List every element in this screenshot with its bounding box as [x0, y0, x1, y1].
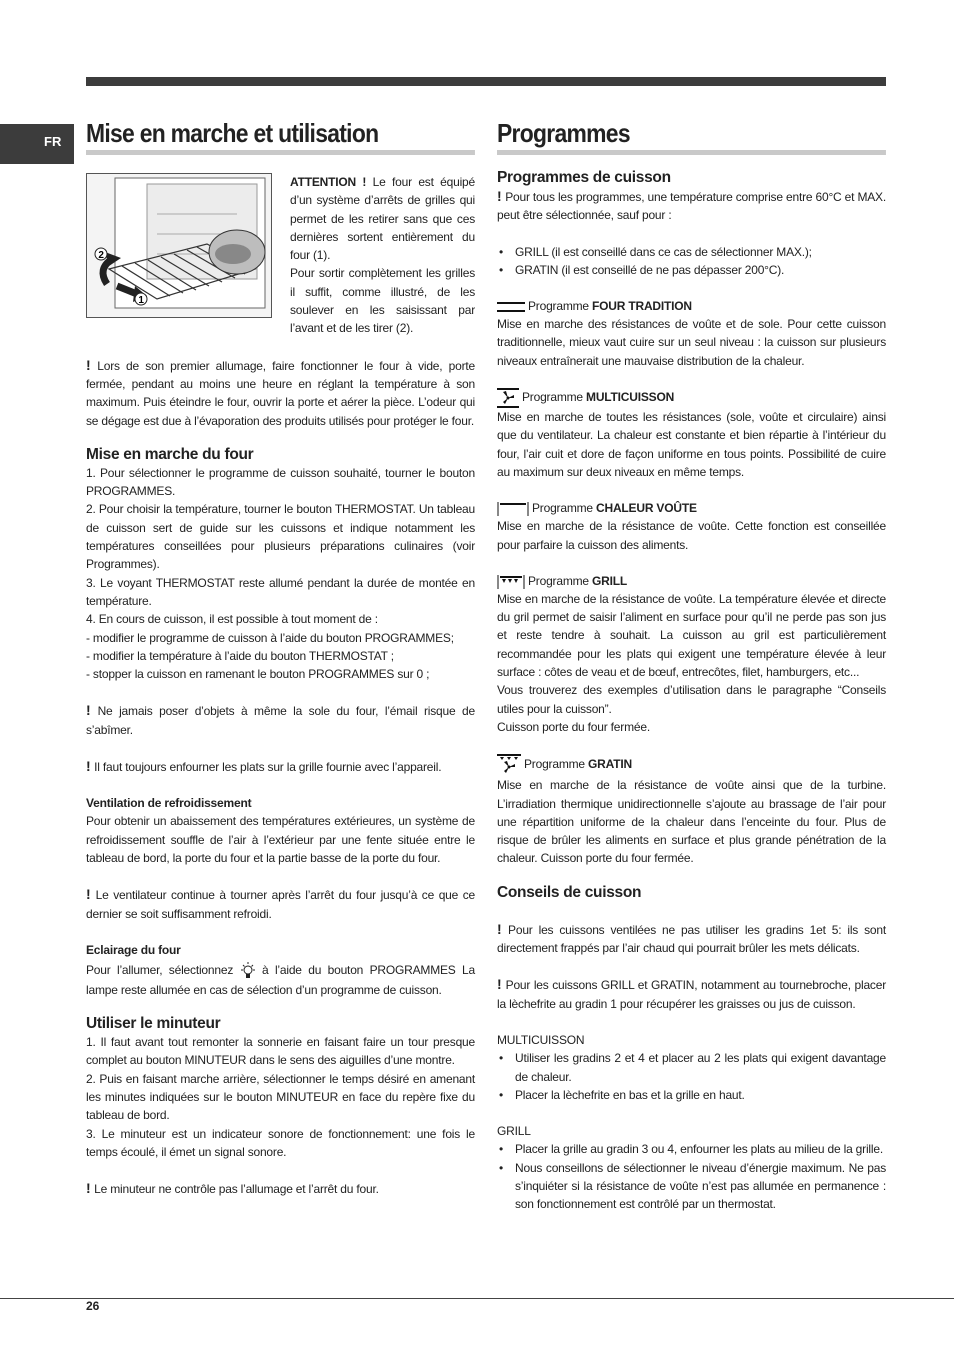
eclairage-title: Eclairage du four: [86, 942, 181, 957]
program-multicuisson: [497, 388, 886, 408]
conseils-note-2-text: Pour les cuissons GRILL et GRATIN, notamment au tournebroche, placer la lèchefrite au gradin 1 pour récupérer les graisses ou jus de cuisson.: [497, 978, 886, 1011]
oven-rack-illustration: [86, 173, 272, 318]
footer-rule: [0, 1298, 954, 1299]
note-first-use: ! Lors de son premier allumage, faire fonctionner le four à vide, porte fermée, pendant au moins une heure en réglant la température à son maximum. Puis éteindre le four, ouvrir la porte et aérer la pièce. L’odeur qui se dégage est due à l’évaporation des produits utilisés pour protéger le four.: [86, 356, 475, 428]
page-number: 26: [86, 1299, 100, 1313]
programme-word: Programme: [528, 573, 593, 588]
note-minuteur: ! Le minuteur ne contrôle pas l’allumage et l’arrêt du four.: [86, 1180, 379, 1197]
eclairage-text: [86, 961, 475, 999]
attention-block: [86, 173, 475, 338]
program-description: Vous trouverez des exemples d’utilisation dans le paragraphe “Conseils utiles pour la cuisson”.: [497, 683, 886, 716]
program-gratin: [497, 754, 886, 776]
attention-label: ATTENTION !: [290, 175, 367, 189]
list-item: • Placer la lèchefrite en bas et la grille en haut.: [497, 1086, 886, 1104]
program-name: CHALEUR VOÛTE: [596, 501, 697, 516]
eclairage-text-b: à l’aide du bouton PROGRAMMES La lampe reste allumée en cas de sélection d’un programme de cuisson.: [86, 962, 475, 997]
program-description: Mise en marche de la résistance de voûte. Cette fonction est conseillée pour parfaire la cuisson des aliments.: [497, 519, 886, 552]
ventilation-title: Ventilation de refroidissement: [86, 796, 252, 811]
program-description: Mise en marche de la résistance de voûte ainsi que de la turbine. L’irradiation thermique unidirectionnelle s’ajoute au brassage de l’air pour une répartition uniforme de la chaleur dans l’enceinte du four. Plus de risque de brûler les aliments en surface et plus grande pénétration de la chaleur. Cuisson porte du four fermée.: [497, 778, 886, 866]
note-sole-text: Ne jamais poser d’objets à même la sole du four, l’émail risque de s’abîmer.: [86, 704, 475, 737]
cuisson-note: ! Pour tous les programmes, une température comprise entre 60°C et MAX. peut être sélectionnée, sauf pour :: [497, 188, 886, 223]
conseils-note-1-text: Pour les cuissons ventilées ne pas utiliser les gradins 1et 5: ils sont directement frappés par l’air chaud qui pourrait brûler les mets délicats.: [497, 922, 886, 956]
note-grille: ! Il faut toujours enfourner les plats sur la grille fournie avec l’appareil.: [86, 758, 442, 775]
start-step: 3. Le voyant THERMOSTAT reste allumé pendant la durée de montée en température.: [86, 575, 475, 608]
note-ventilateur: ! Le ventilateur continue à tourner après l’arrêt du four jusqu’à ce que ce dernier se soit suffisamment refroidi.: [86, 886, 475, 921]
multicuisson-list: [497, 1049, 886, 1104]
conseils-note-1: ! Pour les cuissons ventilées ne pas utiliser les gradins 1et 5: ils sont directement frappés par l’air chaud qui pourrait brûler les mets délicats.: [497, 920, 886, 956]
start-step: - modifier le programme de cuisson à l’aide du bouton PROGRAMMES;: [86, 630, 454, 645]
program-chaleur-voute: [497, 499, 886, 517]
start-step: - stopper la cuisson en ramenant le bouton PROGRAMMES sur 0 ;: [86, 667, 430, 682]
programme-word: Programme: [528, 299, 593, 314]
grill-list: [497, 1140, 886, 1213]
figure-label-1: 1: [138, 295, 144, 306]
grill-icon: [497, 575, 525, 589]
oven-rack-drawing: [87, 174, 271, 317]
left-column: [86, 118, 475, 1198]
start-step: - modifier la température à l’aide du bouton THERMOSTAT ;: [86, 648, 394, 663]
eclairage-text-a: Pour l’allumer, sélectionnez: [86, 962, 240, 977]
start-step: 1. Pour sélectionner le programme de cuisson souhaité, tourner le bouton PROGRAMMES.: [86, 465, 475, 499]
cuisson-note-text: Pour tous les programmes, une température comprise entre 60°C et MAX. peut être sélectionnée, sauf pour :: [497, 190, 886, 223]
list-item: • Placer la grille au gradin 3 ou 4, enfourner les plats au milieu de la grille.: [497, 1140, 886, 1158]
note-minuteur-text: Le minuteur ne contrôle pas l’allumage et l’arrêt du four.: [94, 1182, 379, 1197]
multicuisson-label: MULTICUISSON: [497, 1032, 585, 1047]
program-grill: [497, 572, 886, 590]
start-title: Mise en marche du four: [86, 445, 254, 463]
note-ventilateur-text: Le ventilateur continue à tourner après l’arrêt du four jusqu’à ce que ce dernier se soit suffisamment refroidi.: [86, 888, 475, 921]
conseils-title: Conseils de cuisson: [497, 883, 642, 901]
attention-text: Le four est équipé d’un système d’arrêts de grilles qui permet de les retirer sans que ces dernières sortent entièrement du four (1).: [290, 175, 475, 263]
section-title-mise-en-marche: Mise en marche et utilisation: [86, 118, 475, 155]
minuteur-title: Utiliser le minuteur: [86, 1015, 221, 1033]
list-item: • Utiliser les gradins 2 et 4 et placer au 2 les plats qui exigent davantage de chaleur.: [497, 1049, 886, 1086]
program-description: Mise en marche des résistances de voûte et de sole. Pour cette cuisson traditionnelle, mieux vaut cuire sur un seul niveau : la cuisson sur plusieurs niveaux entraînerait une mauvaise distribution de la chaleur.: [497, 317, 886, 368]
note-sole: ! Ne jamais poser d’objets à même la sole du four, l’émail risque de s’abîmer.: [86, 702, 475, 737]
note-first-use-text: Lors de son premier allumage, faire fonctionner le four à vide, porte fermée, pendant au moins une heure en réglant la température à son maximum. Puis éteindre le four, ouvrir la porte et aérer la pièce. L’odeur qui se dégage est due à l’évaporation des produits utilisés pour protéger le four.: [86, 358, 475, 428]
cuisson-title: Programmes de cuisson: [497, 169, 671, 186]
conseils-note-2: ! Pour les cuissons GRILL et GRATIN, notamment au tournebroche, placer la lèchefrite au gradin 1 pour récupérer les graisses ou jus de cuisson.: [497, 976, 886, 1011]
figure-label-2: 2: [98, 250, 104, 261]
minuteur-step: 1. Il faut avant tout remonter la sonnerie en faisant faire un tour presque complet au bouton MINUTEUR dans le sens des aiguilles d’une montre.: [86, 1035, 475, 1068]
right-column: [497, 118, 886, 1214]
program-name: FOUR TRADITION: [592, 299, 692, 314]
start-step: 2. Pour choisir la température, tourner le bouton THERMOSTAT. Un tableau de cuisson sert de guide sur les cuissons et indique notamment les températures conseillées pour plusieurs préparations culinaires (voir Programmes).: [86, 502, 475, 572]
programme-word: Programme: [532, 501, 597, 516]
top-rule: [86, 77, 886, 86]
four-tradition-icon: [497, 301, 525, 313]
start-step: 4. En cours de cuisson, il est possible à tout moment de :: [86, 612, 378, 627]
program-description: Mise en marche de la résistance de voûte. La température élevée et directe du gril permet de saisir l’aliment en surface pour qu’il ne perde pas son jus et reste tendre à souhait. La cuisson au gril est particulièrement recommandée pour les plats qui exigent une température élevée à leur surface : côtes de veau et de bœuf, entrecôtes, filet, hamburgers, etc...: [497, 591, 886, 680]
attention-text-2: Pour sortir complètement les grilles il suffit, comme illustré, de les soulever en les saisissant par l’avant et de les tirer (2).: [290, 266, 475, 336]
program-name: GRILL: [592, 573, 628, 588]
minuteur-step: 2. Puis en faisant marche arrière, sélectionner le temps désiré en amenant les minutes indiquées sur le bouton MINUTEUR en face du repère fixe du tableau de bord.: [86, 1071, 475, 1123]
multicuisson-icon: [497, 388, 519, 408]
gratin-icon: [497, 754, 521, 776]
list-item: • GRATIN (il est conseillé de ne pas dépasser 200°C).: [497, 261, 886, 279]
program-four-tradition: [497, 297, 886, 315]
section-title-programmes: Programmes: [497, 118, 886, 155]
programme-word: Programme: [524, 757, 589, 772]
note-grille-text: Il faut toujours enfourner les plats sur la grille fournie avec l’appareil.: [94, 760, 442, 775]
ventilation-text: Pour obtenir un abaissement des températures extérieures, un système de refroidissement souffle de l’air à l’extérieur par une fente située entre le tableau de bord, la porte du four et la partie basse de la porte du four.: [86, 814, 475, 865]
programme-word: Programme: [522, 390, 587, 405]
list-item: • GRILL (il est conseillé dans ce cas de sélectionner MAX.);: [497, 243, 886, 261]
lamp-icon: [240, 961, 256, 981]
minuteur-step: 3. Le minuteur est un indicateur sonore de fonctionnement: une fois le temps écoulé, il émet un signal sonore.: [86, 1126, 475, 1159]
language-tab: FR: [0, 124, 74, 164]
program-description: Mise en marche de toutes les résistances (sole, voûte et circulaire) ainsi que du ventilateur. La chaleur est constante et bien répartie à l’intérieur du four, l’air cuit et dore de façon uniforme en tous points. Possibilité de cuire au maximum sur deux niveaux en même temps.: [497, 410, 886, 479]
program-description: Cuisson porte du four fermée.: [497, 719, 650, 734]
list-item: • Nous conseillons de sélectionner le niveau d’énergie maximum. Ne pas s’inquiéter si la résistance de voûte n’est pas allumée en permanence : son fonctionnement est contrôlé par un thermostat.: [497, 1159, 886, 1214]
chaleur-voute-icon: [497, 502, 529, 516]
cuisson-exceptions: [497, 243, 886, 280]
program-name: MULTICUISSON: [586, 390, 675, 405]
grill-label: GRILL: [497, 1124, 531, 1139]
program-name: GRATIN: [588, 757, 632, 772]
